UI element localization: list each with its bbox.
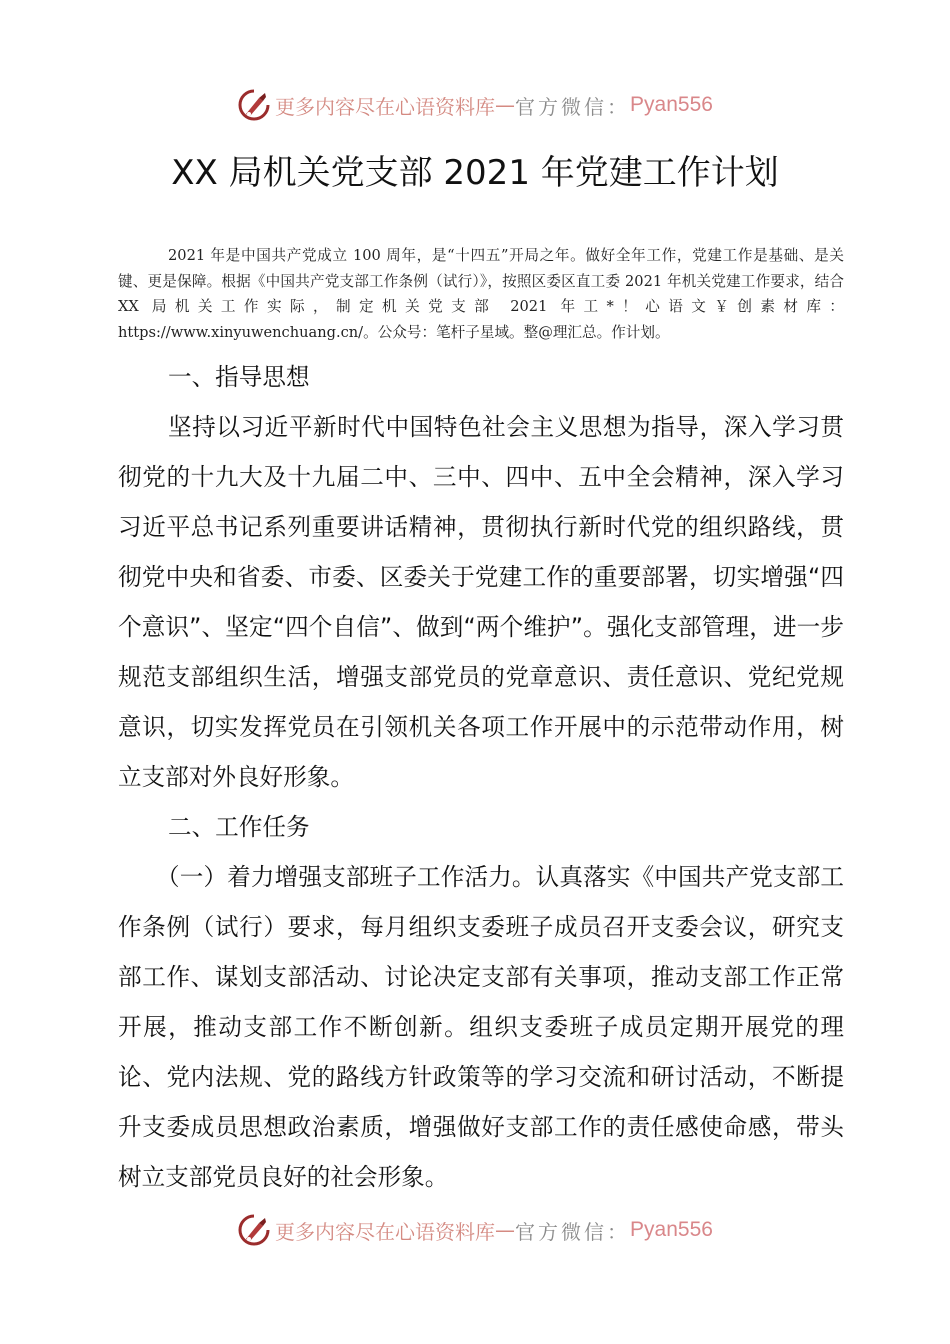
promo-text: 更多内容尽在心语资料库 [275, 94, 496, 119]
quill-pen-logo-icon [237, 1213, 271, 1247]
section-paragraph: （一）着力增强支部班子工作活力。认真落实《中国共产党支部工作条例（试行）要求，每月组织支委班子成员召开支委会议，研究支部工作、谋划支部活动、讨论决定支部有关事项，推动支部工作正常开展，推动支部工作不断创新。组织支委班子成员定期开展党的理论、党内法规、党的路线方针政策等的学习交流和研讨活动，不断提升支委成员思想政治素质，增强做好支部工作的责任感使命感，带头树立支部党员良好的社会形象。 [118, 863, 844, 1191]
wechat-id: Pyan556 [630, 1218, 713, 1241]
intro-paragraph: 2021 年是中国共产党成立 100 周年，是“十四五”开局之年。做好全年工作，党建工作是基础、是关键、更是保障。根据《中国共产党支部工作条例（试行）》，按照区委区直工委 2021 年机关党建工作要求，结合 XX 局机关工作实际，制定机关党支部 2021 年工*！心语文￥创素材库：https://www.xinyuwenchuang.cn/。公众号：笔杆子星域。整@理汇总。作计划。 [118, 247, 844, 341]
wechat-id: Pyan556 [630, 93, 713, 116]
promo-text: 更多内容尽在心语资料库 [275, 1219, 496, 1244]
document-title: XX 局机关党支部 2021 年党建工作计划 [171, 153, 779, 193]
wechat-label: 官方微信： [515, 1219, 631, 1244]
intro-block [118, 243, 844, 345]
quill-pen-logo-icon [237, 88, 271, 122]
promo-dash: — [495, 1218, 516, 1242]
header-watermark-banner [0, 85, 950, 125]
document-body [118, 352, 844, 1202]
wechat-label: 官方微信： [515, 94, 631, 119]
section-heading-guiding-ideology: 一、指导思想 [168, 363, 310, 391]
footer-watermark-banner [0, 1210, 950, 1250]
promo-dash: — [495, 93, 516, 117]
section-heading-work-tasks: 二、工作任务 [168, 813, 310, 841]
section-paragraph: 坚持以习近平新时代中国特色社会主义思想为指导，深入学习贯彻党的十九大及十九届二中、三中、四中、五中全会精神，深入学习习近平总书记系列重要讲话精神，贯彻执行新时代党的组织路线，贯彻党中央和省委、市委、区委关于党建工作的重要部署，切实增强“四个意识”、坚定“四个自信”、做到“两个维护”。强化支部管理，进一步规范支部组织生活，增强支部党员的党章意识、责任意识、党纪党规意识，切实发挥党员在引领机关各项工作开展中的示范带动作用，树立支部对外良好形象。 [118, 413, 844, 791]
